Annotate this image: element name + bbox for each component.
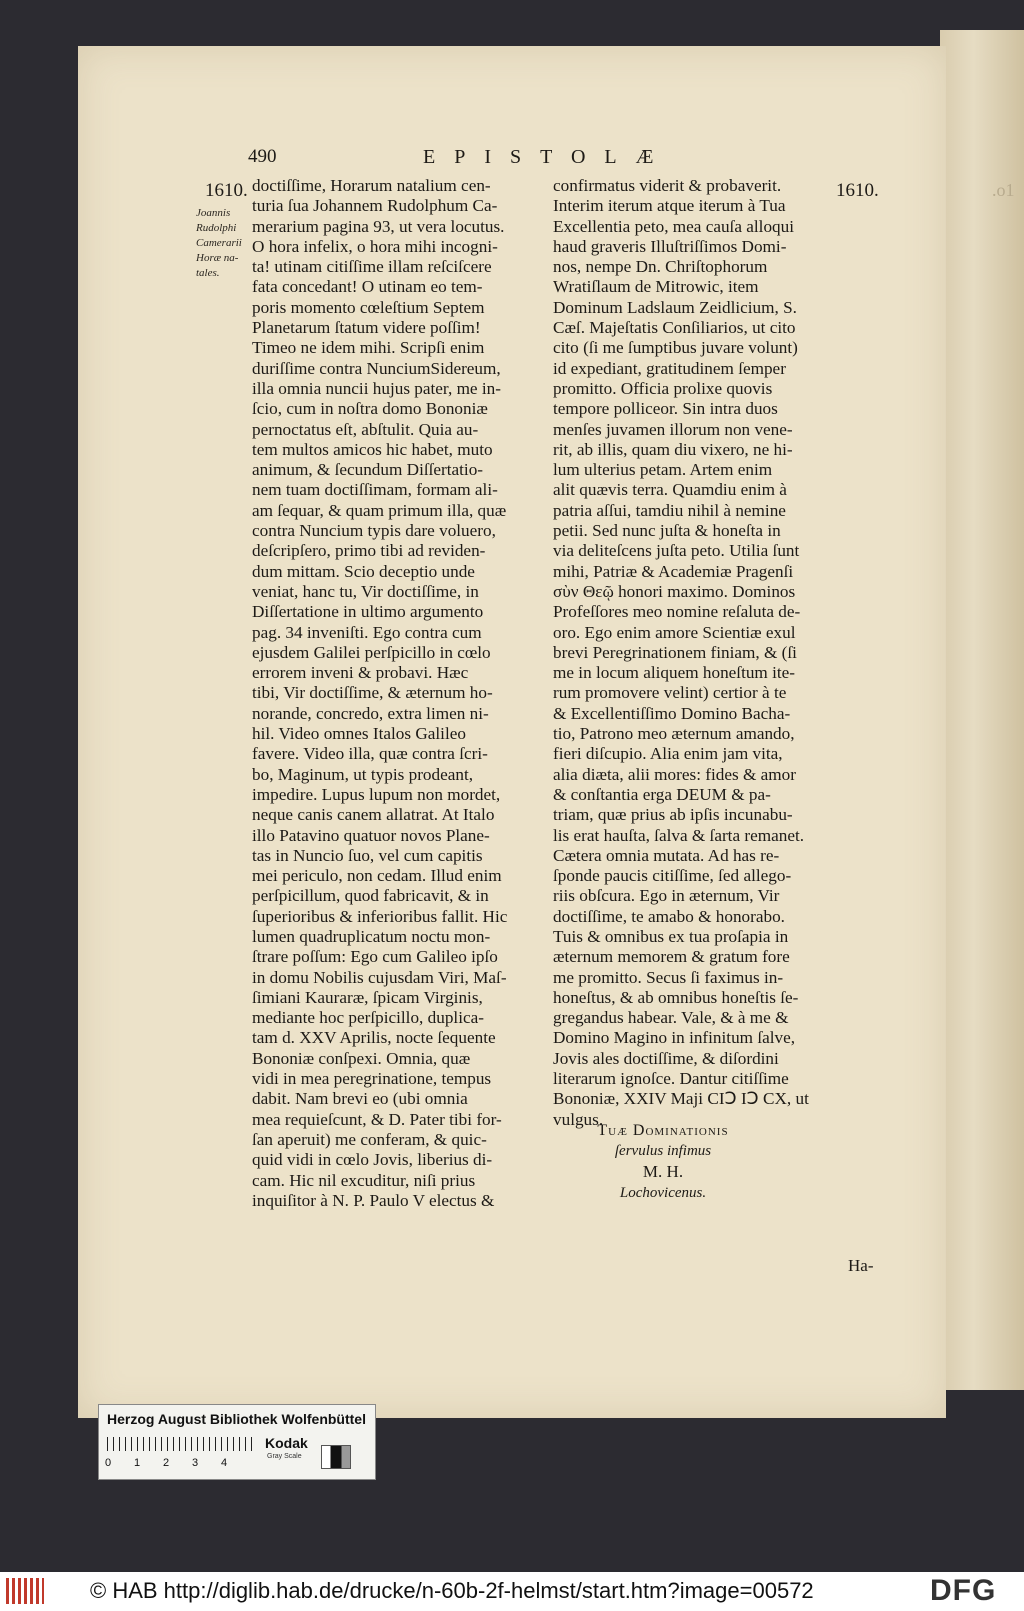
text-line: tas in Nuncio ſuo, vel cum capitis <box>252 845 483 865</box>
text-line: Cætera omnia mutata. Ad has re- <box>553 845 780 865</box>
text-line: me promitto. Secus ſi faximus in- <box>553 967 784 987</box>
text-column-right <box>553 176 833 1130</box>
text-line: lis erat hauſta, ſalva & ſarta remanet. <box>553 825 805 845</box>
text-line: & Excellentiſſimo Domino Bacha- <box>553 703 791 723</box>
text-line: Cæſ. Majeſtatis Conſiliarios, ut cito <box>553 318 796 338</box>
gray-scale-patch <box>321 1445 351 1469</box>
marginal-line: Rudolphi <box>196 222 237 234</box>
scale-ruler <box>107 1437 257 1451</box>
text-line: merarium pagina 93, ut vera locutus. <box>252 216 505 236</box>
text-line: am ſequar, & quam primum illa, quæ <box>252 500 507 520</box>
text-line: cam. Hic nil excuditur, niſi prius <box>252 1170 476 1190</box>
text-line: bo, Maginum, ut typis prodeant, <box>252 764 474 784</box>
next-page-fragment: .o1 <box>992 180 1015 200</box>
text-line: favere. Video illa, quæ contra ſcri- <box>252 744 488 764</box>
text-line: tem multos amicos hic habet, muto <box>252 439 493 459</box>
text-line: doctiſſime, te amabo & honorabo. <box>553 906 785 926</box>
ruler-number: 0 <box>105 1457 112 1469</box>
text-line: cito (ſi me ſumptibus juvare volunt) <box>553 338 798 358</box>
kodak-brand: Kodak <box>265 1435 308 1451</box>
text-line: deſcripſero, primo tibi ad reviden- <box>252 541 486 561</box>
text-line: petii. Sed nunc juſta & honeſta in <box>553 521 781 541</box>
running-title: EPISTOLÆ <box>423 146 673 168</box>
text-line: duriſſime contra NunciumSidereum, <box>252 358 501 378</box>
text-line: Excellentia peto, mea cauſa alloqui <box>553 216 794 236</box>
text-line: σὺν Θεῷ honori maximo. Dominos <box>553 581 796 601</box>
text-line: tio, Patrono meo æternum amando, <box>553 724 795 744</box>
text-line: triam, quæ prius ab ipſis incunabu- <box>553 805 793 825</box>
text-line: mei periculo, non cedam. Illud enim <box>252 866 502 886</box>
text-line: & conſtantia erga DEUM & pa- <box>553 784 771 804</box>
signature-block <box>553 1121 773 1203</box>
text-line: via deliteſcens juſta peto. Utilia ſunt <box>553 541 800 561</box>
text-line: ejusdem Galilei perſpicillo in cœlo <box>252 642 491 662</box>
text-line: contra Nuncium typis dare voluero, <box>252 521 496 541</box>
text-line: pernoctatus eſt, abſtulit. Quia au- <box>252 419 479 439</box>
text-column-left <box>252 176 602 1211</box>
text-line: literarum ignoſce. Dantur citiſſime <box>553 1069 789 1089</box>
text-line: oro. Ego enim amore Scientiæ exul <box>553 622 796 642</box>
year-margin-left: 1610. <box>205 180 248 201</box>
text-line: Profeſſores meo nomine reſaluta de- <box>553 602 801 622</box>
text-line: Diſſertatione in ultimo argumento <box>252 602 484 622</box>
ruler-number: 2 <box>163 1457 170 1469</box>
text-line: Tuis & omnibus ex tua proſapia in <box>553 926 789 946</box>
text-line: mea requieſcunt, & D. Pater tibi for- <box>252 1109 502 1129</box>
text-line: impedire. Lupus lupum non mordet, <box>252 784 501 804</box>
text-line: æternum memorem & gratum fore <box>553 947 790 967</box>
hab-logo-icon <box>6 1578 44 1604</box>
text-line: vulgus. <box>553 1109 604 1129</box>
text-line: id expediant, gratitudinem ſemper <box>553 358 786 378</box>
text-line: ſtrare poſſum: Ego cum Galileo ipſo <box>252 947 498 967</box>
footer-bar <box>0 1572 1024 1611</box>
ruler-number: 4 <box>221 1457 228 1469</box>
text-line: perſpicillum, quod fabricavit, & in <box>252 886 489 906</box>
text-line: ſuperioribus & inferioribus fallit. Hic <box>252 906 508 926</box>
text-line: illa omnia nuncii hujus pater, me in- <box>252 378 501 398</box>
marginal-line: Horæ na- <box>196 252 239 264</box>
text-line: me in locum aliquem honeſtum ite- <box>553 663 796 683</box>
year-margin-right: 1610. <box>836 180 879 201</box>
signature-title: Tuæ Dominationis <box>597 1122 729 1139</box>
text-line: dabit. Nam brevi eo (ubi omnia <box>252 1089 468 1109</box>
text-line: doctiſſime, Horarum natalium cen- <box>252 176 491 195</box>
text-line: mediante hoc perſpicillo, duplica- <box>252 1008 484 1028</box>
text-line: fieri diſcupio. Alia enim jam vita, <box>553 744 783 764</box>
text-line: poris momento cœleſtium Septem <box>252 297 485 317</box>
text-line: hil. Video omnes Italos Galileo <box>252 724 466 744</box>
text-line: alit quævis terra. Quamdiu enim à <box>553 480 787 500</box>
ruler-number: 3 <box>192 1457 199 1469</box>
text-line: inquiſitor à N. P. Paulo V electus & <box>252 1190 495 1210</box>
text-line: gregandus habear. Vale, & à me & <box>553 1008 789 1028</box>
text-line: O hora infelix, o hora mihi incogni- <box>252 236 498 256</box>
text-line: alia diæta, alii mores: fides & amor <box>553 764 796 784</box>
text-line: ſponde paucis citiſſime, ſed allego- <box>553 866 792 886</box>
text-line: lumen quadruplicatum noctu mon- <box>252 926 491 946</box>
text-line: lum ulterius petam. Artem enim <box>553 460 773 480</box>
text-line: brevi Peregrinationem finiam, & (ſi <box>553 642 797 662</box>
text-line: nos, nempe Dn. Chriſtophorum <box>553 257 768 277</box>
text-line: vidi in mea peregrinatione, tempus <box>252 1069 492 1089</box>
page-number: 490 <box>248 146 277 167</box>
book-page <box>78 46 946 1418</box>
text-line: norande, concredo, extra limen ni- <box>252 703 489 723</box>
text-line: Bononiæ, XXIV Maji CIↃ IↃ CX, ut <box>553 1089 809 1109</box>
text-line: veniat, hanc tu, Vir doctiſſime, in <box>252 581 479 601</box>
text-line: Dominum Ladslaum Zeidlicium, S. <box>553 297 797 317</box>
signature-line: ſervulus infimus <box>614 1143 712 1159</box>
text-line: Bononiæ conſpexi. Omnia, quæ <box>252 1048 471 1068</box>
text-line: Interim iterum atque iterum à Tua <box>553 196 786 216</box>
text-line: quid vidi in cœlo Jovis, liberius di- <box>252 1150 493 1170</box>
text-line: ſan aperuit) me conferam, & quic- <box>252 1129 487 1149</box>
text-line: illo Patavino quatuor novos Plane- <box>252 825 490 845</box>
text-line: confirmatus viderit & probaverit. <box>553 176 782 195</box>
text-line: rit, ab illis, quam diu vixero, ne hi- <box>553 439 793 459</box>
text-line: tempore polliceor. Sin intra duos <box>553 399 778 419</box>
text-line: Planetarum ſtatum videre poſſim! <box>252 318 481 338</box>
text-line: tibi, Vir doctiſſime, & æternum ho- <box>252 683 493 703</box>
text-line: mihi, Patriæ & Academiæ Pragenſi <box>553 561 794 581</box>
text-line: honeſtus, & ab omnibus honeſtis ſe- <box>553 987 799 1007</box>
marginal-line: tales. <box>196 267 220 279</box>
running-head <box>78 146 946 176</box>
text-line: ſimiani Kauraræ, ſpicam Virginis, <box>252 987 483 1007</box>
footer-link[interactable]: © HAB http://diglib.hab.de/drucke/n-60b-2f-helmst/start.htm?image=00572 <box>90 1578 814 1603</box>
text-line: ſcio, cum in noſtra domo Bononiæ <box>252 399 488 419</box>
text-line: Jovis ales doctiſſime, & diſordini <box>553 1048 779 1068</box>
text-line: haud graveris Illuſtriſſimos Domi- <box>553 236 787 256</box>
marginal-line: Camerarii <box>196 237 242 249</box>
text-line: dum mittam. Scio deceptio unde <box>252 561 475 581</box>
text-line: patria aſſui, tamdiu nihil à nemine <box>553 500 786 520</box>
marginal-note <box>196 206 256 281</box>
signature-initials: M. H. <box>642 1162 684 1181</box>
text-line: neque canis canem allatrat. At Italo <box>252 805 495 825</box>
text-line: errorem inveni & probavi. Hæc <box>252 663 469 683</box>
kodak-subtitle: Gray Scale <box>267 1453 302 1460</box>
library-name: Herzog August Bibliothek Wolfenbüttel <box>107 1411 366 1427</box>
library-label <box>98 1404 376 1480</box>
signature-place: Lochovicenus. <box>619 1185 707 1201</box>
text-line: Wratiſlaum de Mitrowic, item <box>553 277 759 297</box>
text-line: in domu Nobilis cujusdam Viri, Maſ- <box>252 967 507 987</box>
text-line: pag. 34 inveniſti. Ego contra cum <box>252 622 482 642</box>
dfg-logo: DFG <box>930 1574 997 1607</box>
ruler-numbers <box>105 1457 265 1469</box>
text-line: ta! utinam citiſſime illam reſciſcere <box>252 257 492 277</box>
text-line: Domino Magino in infinitum ſalve, <box>553 1028 796 1048</box>
text-line: fata concedant! O utinam eo tem- <box>252 277 483 297</box>
text-line: animum, & ſecundum Diſſertatio- <box>252 460 484 480</box>
text-line: tam d. XXV Aprilis, nocte ſequente <box>252 1028 496 1048</box>
text-line: turia ſua Johannem Rudolphum Ca- <box>252 196 498 216</box>
next-page-edge <box>940 30 1024 1390</box>
text-line: riis obſcura. Ego in æternum, Vir <box>553 886 780 906</box>
ruler-number: 1 <box>134 1457 141 1469</box>
text-line: menſes juvamen illorum non vene- <box>553 419 793 439</box>
marginal-line: Joannis <box>196 207 231 219</box>
catchword: Ha- <box>848 1256 874 1275</box>
text-line: Timeo ne idem mihi. Scripſi enim <box>252 338 485 358</box>
text-line: promitto. Officia prolixe quovis <box>553 378 773 398</box>
text-line: nem tuam doctiſſimam, formam ali- <box>252 480 498 500</box>
text-line: rum promovere velint) certior à te <box>553 683 787 703</box>
